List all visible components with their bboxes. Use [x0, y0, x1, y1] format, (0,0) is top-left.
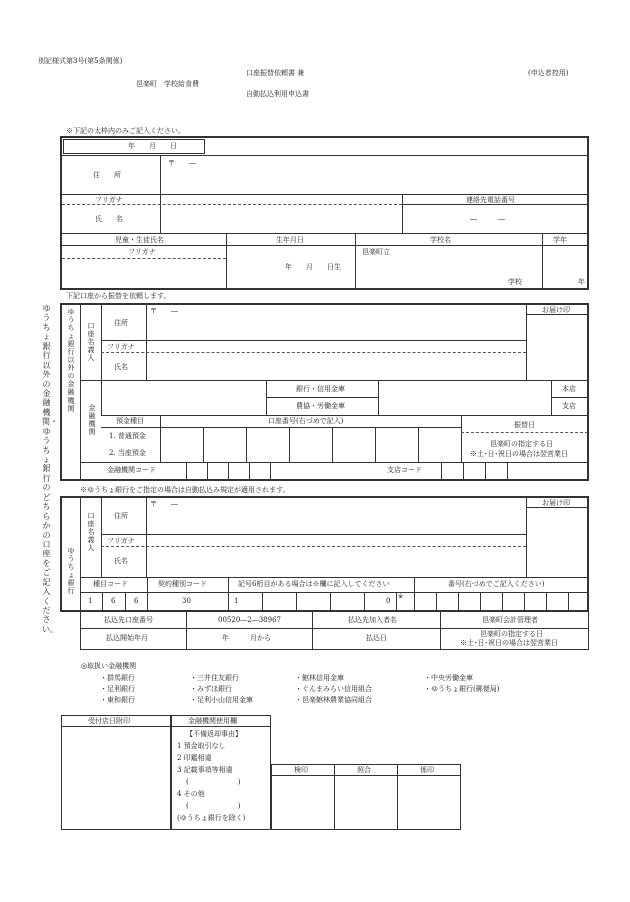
yucho-number-field[interactable] — [415, 593, 588, 611]
phone-separator: ― ― — [470, 215, 505, 223]
name-label: 氏 名 — [95, 215, 123, 223]
number-label: 番号(右づめでご記入ください) — [448, 580, 545, 588]
ob-address-field[interactable] — [147, 305, 526, 340]
deposit-option-2[interactable]: 2. 当座預金 — [109, 449, 146, 457]
reason-item: ( ) — [186, 778, 241, 786]
pay-date-note-2: ※土･日･祝日の場合は翌営業日 — [460, 639, 558, 647]
title-line2: 自動払込利用申込書 — [246, 90, 309, 98]
grade-label: 学年 — [553, 236, 567, 244]
contract-code-label: 契約種別コード — [158, 580, 207, 588]
asterisk-mark: ※ — [398, 593, 404, 600]
bank-item: ・足利小山信用金庫 — [190, 696, 253, 704]
birth-format: 年 月 日生 — [285, 263, 341, 271]
account-number-label: 口座番号(右づめで記入) — [268, 417, 344, 425]
form-number: 別記様式第3号(第5条関係) — [38, 57, 123, 65]
other-bank-section-label: ゆうちょ銀行以外の金融機関 — [67, 308, 75, 413]
reason-item: ( ) — [186, 802, 241, 810]
dest-account-value: 00520―2―38967 — [218, 616, 281, 624]
bank-item: ・ぐんまみらい信用組合 — [295, 685, 372, 693]
title-line1: 口座振替依頼書 兼 — [246, 69, 305, 77]
ob-name-label: 氏名 — [114, 363, 128, 371]
branch-code-field[interactable] — [442, 463, 507, 480]
postal-mark: 〒 ― — [168, 159, 196, 167]
phone-label: 連絡先電話番号 — [466, 196, 515, 204]
ob-postal-mark: 〒 ― — [150, 307, 178, 315]
yucho-name-field[interactable] — [147, 547, 526, 577]
receipt-stamp-label: 受付店日附印 — [88, 717, 130, 725]
instruction-text: ※下記の太枠内のみご記入ください。 — [66, 127, 185, 135]
bank-type-2: 農協・労働金庫 — [296, 402, 345, 410]
branch-type-1: 本店 — [562, 385, 576, 393]
bank-item: ・三井住友銀行 — [190, 674, 239, 682]
symbol-last-digit: 0 — [386, 597, 391, 605]
holder-label: 口座名義人 — [87, 322, 95, 363]
contract-code-value: 30 — [182, 597, 191, 605]
ob-seal-label: お届け印 — [542, 306, 570, 314]
ob-seal-field[interactable] — [527, 315, 588, 380]
yucho-section-label: ゆうちょ銀行 — [67, 547, 75, 596]
pay-date-label: 払込日 — [366, 634, 387, 642]
start-format: 年 月から — [222, 634, 271, 642]
inst-label: 金融機関 — [88, 404, 96, 437]
bank-item: ・ゆうちょ銀行(郵便局) — [424, 685, 500, 693]
applicant-name-field[interactable] — [161, 205, 401, 233]
branch-code-label: 支店コード — [387, 466, 422, 474]
child-furigana-label: フリガナ — [128, 248, 156, 256]
entry-label: 係印 — [420, 766, 434, 774]
verify-label: 照合 — [357, 766, 371, 774]
furigana-label: フリガナ — [95, 196, 123, 204]
transfer-date-note-1: 邑楽町の指定する日 — [490, 440, 553, 448]
deposit-type-label: 預金種目 — [116, 417, 144, 425]
bank-list-heading: ◎取扱い金融機関 — [81, 662, 137, 670]
pay-date-note-1: 邑楽町の指定する日 — [480, 630, 543, 638]
branch-type-2: 支店 — [562, 402, 576, 410]
deposit-option-1[interactable]: 1. 普通預金 — [109, 432, 146, 440]
school-prefix: 邑楽町立 — [362, 248, 390, 256]
transfer-date-note-2: ※土･日･祝日の場合は翌営業日 — [470, 450, 568, 458]
kind-digit-3: 6 — [134, 597, 139, 605]
dest-account-label: 払込先口座番号 — [104, 616, 153, 624]
ob-furigana-label: フリガナ — [107, 343, 135, 351]
child-name-label: 児童・生徒氏名 — [115, 236, 164, 244]
reason-item: 2 印鑑相違 — [177, 754, 212, 762]
yucho-name-label: 氏名 — [114, 557, 128, 565]
yucho-seal-field[interactable] — [527, 508, 588, 577]
yucho-postal-mark: 〒 ― — [150, 500, 178, 508]
symbol-field[interactable] — [229, 593, 414, 611]
yucho-holder-label: 口座名義人 — [87, 512, 95, 553]
address-label: 住 所 — [93, 171, 121, 179]
school-label: 学校名 — [430, 236, 451, 244]
school-suffix: 学校 — [508, 278, 522, 286]
transfer-note: 下記口座から振替を依頼します。 — [66, 292, 171, 300]
inst-name-field[interactable] — [102, 381, 266, 415]
birth-label: 生年月日 — [276, 236, 304, 244]
yucho-seal-label: お届け印 — [542, 499, 570, 507]
account-number-field[interactable] — [161, 428, 461, 462]
payee-value: 邑楽町会計管理者 — [482, 616, 538, 624]
date-label: 年 月 日 — [128, 142, 177, 150]
kind-digit-1: 1 — [88, 597, 93, 605]
bank-code-field[interactable] — [187, 463, 270, 480]
bank-item: ・群馬銀行 — [100, 674, 135, 682]
reason-item: 1 預金取引なし — [177, 742, 226, 750]
grade-suffix: 年 — [578, 278, 585, 286]
symbol-first-digit: 1 — [234, 597, 239, 605]
receipt-stamp-box — [61, 715, 171, 830]
return-reason-heading: 【不備返却事由】 — [186, 730, 242, 738]
kind-code-label: 種目コード — [93, 580, 128, 588]
applicant-copy-label: (申込者控用) — [528, 69, 569, 77]
inspect-label: 検印 — [294, 766, 308, 774]
address-field[interactable] — [161, 156, 587, 194]
bank-item: ・中央労働金庫 — [424, 674, 473, 682]
phone-field[interactable] — [403, 205, 587, 233]
mark-note: 記号6桁目がある場合は※欄に記入してください — [238, 580, 390, 588]
branch-name-field[interactable] — [379, 381, 551, 415]
bank-item: ・東和銀行 — [100, 696, 135, 704]
reason-item: (ゆうちょ銀行を除く) — [177, 814, 246, 822]
bank-type-1: 銀行・信用金庫 — [296, 385, 345, 393]
ob-name-field[interactable] — [147, 353, 526, 380]
yucho-note: ※ゆうちょ銀行をご指定の場合は自動払込み規定が適用されます。 — [80, 486, 290, 494]
yucho-address-field[interactable] — [147, 498, 526, 534]
start-label: 払込開始年月 — [106, 634, 148, 642]
bank-item: ・足利銀行 — [100, 685, 135, 693]
inst-use-label: 金融機関使用欄 — [188, 717, 237, 725]
bank-item: ・館林信用金庫 — [295, 674, 344, 682]
kind-digit-2: 6 — [111, 597, 116, 605]
reason-item: 3 記載事項等相違 — [177, 766, 233, 774]
bank-item: ・邑楽館林農業協同組合 — [295, 696, 372, 704]
transfer-date-label: 振替日 — [514, 421, 535, 429]
yucho-address-label: 住所 — [114, 512, 128, 520]
meal-fee-label: 邑楽町 学校給食費 — [136, 80, 199, 88]
payee-label: 払込先加入者名 — [348, 616, 397, 624]
bank-item: ・みずほ銀行 — [190, 685, 232, 693]
side-note: ゆうちょ銀行以外の金融機関・ゆうちょ銀行のどちらかの口座をご記入ください。 — [42, 304, 58, 634]
reason-item: 4 その他 — [177, 790, 205, 798]
yucho-furigana-label: フリガナ — [107, 537, 135, 545]
bank-code-label: 金融機関コード — [107, 466, 156, 474]
ob-address-label: 住所 — [114, 319, 128, 327]
